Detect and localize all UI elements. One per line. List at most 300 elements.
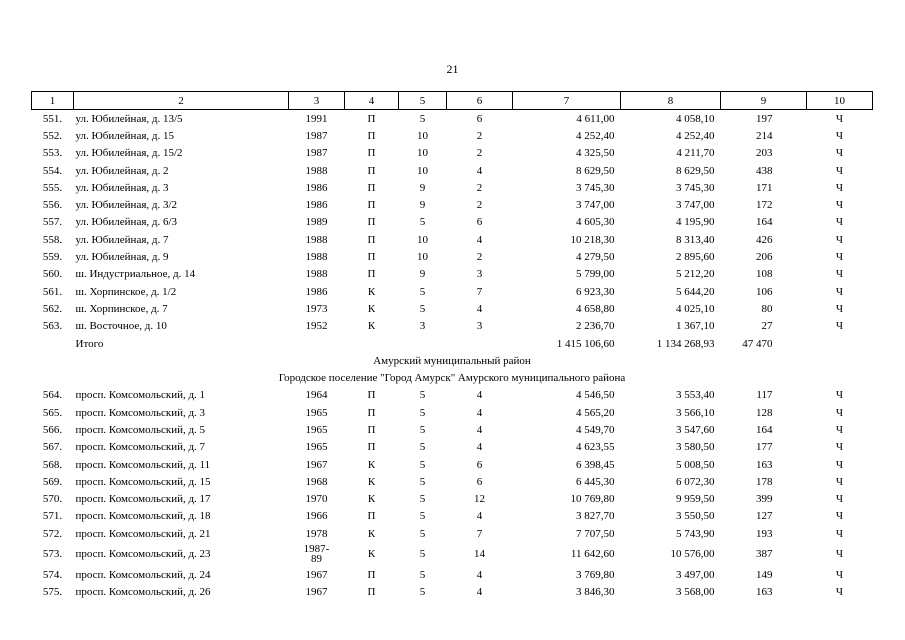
table-row bbox=[32, 508, 873, 525]
material-cell: П bbox=[367, 129, 376, 142]
floors-cell: 5 bbox=[419, 493, 426, 506]
total-row bbox=[32, 335, 873, 352]
material-cell: П bbox=[367, 406, 376, 419]
floors-cell: 9 bbox=[419, 268, 426, 281]
mark-cell: Ч bbox=[835, 389, 844, 402]
material-cell: П bbox=[367, 112, 376, 125]
year-cell: 1988 bbox=[305, 251, 328, 264]
entrances-cell: 4 bbox=[476, 164, 483, 177]
year-cell: 1973 bbox=[305, 302, 328, 315]
floors-cell: 5 bbox=[419, 475, 426, 488]
entrances-cell: 7 bbox=[476, 527, 483, 540]
empty-cell bbox=[345, 335, 399, 352]
table-row bbox=[32, 248, 873, 265]
address-cell: ш. Хорпинское, д. 1/2 bbox=[75, 285, 177, 298]
entrances-cell: 2 bbox=[476, 199, 483, 212]
entrances-cell: 4 bbox=[476, 586, 483, 599]
mark-cell: Ч bbox=[835, 216, 844, 229]
residents-cell: 177 bbox=[756, 441, 773, 454]
entrances-cell: 3 bbox=[476, 268, 483, 281]
floors-cell: 5 bbox=[419, 458, 426, 471]
material-cell: К bbox=[367, 548, 376, 561]
column-header-4: 4 bbox=[345, 92, 399, 110]
column-header-5: 5 bbox=[399, 92, 447, 110]
column-header-6: 6 bbox=[447, 92, 513, 110]
material-cell: П bbox=[367, 164, 376, 177]
mark-cell: Ч bbox=[835, 569, 844, 582]
year-cell: 1987 bbox=[305, 147, 328, 160]
row-number: 555. bbox=[42, 181, 63, 194]
address-cell: просп. Комсомольский, д. 1 bbox=[75, 389, 206, 402]
material-cell: К bbox=[367, 527, 376, 540]
floors-cell: 5 bbox=[419, 389, 426, 402]
living-area-cell: 3 547,60 bbox=[676, 423, 715, 436]
year-cell: 1988 bbox=[305, 164, 328, 177]
total-area-cell: 5 799,00 bbox=[576, 268, 615, 281]
material-cell: К bbox=[367, 302, 376, 315]
mark-cell: Ч bbox=[835, 527, 844, 540]
address-cell: ул. Юбилейная, д. 3/2 bbox=[75, 199, 178, 212]
living-area-cell: 6 072,30 bbox=[676, 475, 715, 488]
address-cell: просп. Комсомольский, д. 18 bbox=[75, 510, 211, 523]
total-area-cell: 6 445,30 bbox=[576, 475, 615, 488]
year-cell: 1952 bbox=[305, 320, 328, 333]
column-header-10: 10 bbox=[807, 92, 873, 110]
living-area-cell: 8 313,40 bbox=[676, 233, 715, 246]
address-cell: просп. Комсомольский, д. 17 bbox=[75, 493, 211, 506]
year-range: 1987- 89 bbox=[303, 542, 330, 565]
total-area-cell: 4 279,50 bbox=[576, 251, 615, 264]
row-number: 558. bbox=[42, 233, 63, 246]
table-row bbox=[32, 283, 873, 300]
table-row bbox=[32, 214, 873, 231]
year-cell: 1987 bbox=[305, 129, 328, 142]
residents-cell: 172 bbox=[756, 199, 773, 212]
floors-cell: 5 bbox=[419, 216, 426, 229]
column-header-9: 9 bbox=[721, 92, 807, 110]
entrances-cell: 4 bbox=[476, 510, 483, 523]
table-row bbox=[32, 525, 873, 542]
table-row bbox=[32, 300, 873, 317]
entrances-cell: 4 bbox=[476, 406, 483, 419]
floors-cell: 5 bbox=[419, 302, 426, 315]
row-number: 574. bbox=[42, 569, 63, 582]
year-cell: 1986 bbox=[305, 285, 328, 298]
address-cell: просп. Комсомольский, д. 11 bbox=[75, 458, 211, 471]
year-cell: 1968 bbox=[305, 475, 328, 488]
material-cell: К bbox=[367, 285, 376, 298]
year-cell: 1965 bbox=[305, 406, 328, 419]
table-row bbox=[32, 196, 873, 213]
entrances-cell: 2 bbox=[476, 251, 483, 264]
year-cell: 1978 bbox=[305, 527, 328, 540]
year-cell: 1988 bbox=[305, 268, 328, 281]
mark-cell: Ч bbox=[835, 233, 844, 246]
living-area-cell: 4 025,10 bbox=[676, 302, 715, 315]
material-cell: К bbox=[367, 493, 376, 506]
total-area-cell: 2 236,70 bbox=[576, 320, 615, 333]
column-header-7: 7 bbox=[513, 92, 621, 110]
living-area-cell: 4 195,90 bbox=[676, 216, 715, 229]
mark-cell: Ч bbox=[835, 251, 844, 264]
residents-cell: 106 bbox=[756, 285, 773, 298]
table-row bbox=[32, 473, 873, 490]
residents-cell: 164 bbox=[756, 216, 773, 229]
row-number: 563. bbox=[42, 320, 63, 333]
entrances-cell: 4 bbox=[476, 233, 483, 246]
address-cell: ул. Юбилейная, д. 3 bbox=[75, 181, 169, 194]
entrances-cell: 2 bbox=[476, 147, 483, 160]
material-cell: П bbox=[367, 586, 376, 599]
living-area-cell: 3 497,00 bbox=[676, 569, 715, 582]
row-number: 568. bbox=[42, 458, 63, 471]
entrances-cell: 7 bbox=[476, 285, 483, 298]
floors-cell: 5 bbox=[419, 548, 426, 561]
section-row bbox=[32, 369, 873, 386]
settlement-heading: Городское поселение "Город Амурск" Амурского муниципального района bbox=[278, 372, 626, 385]
residents-cell: 197 bbox=[756, 112, 773, 125]
residents-cell: 163 bbox=[756, 458, 773, 471]
residents-cell: 438 bbox=[756, 164, 773, 177]
total-area-cell: 3 745,30 bbox=[576, 181, 615, 194]
residents-cell: 203 bbox=[756, 147, 773, 160]
column-header-2: 2 bbox=[74, 92, 289, 110]
residents-cell: 117 bbox=[756, 389, 773, 402]
row-number: 572. bbox=[42, 527, 63, 540]
floors-cell: 5 bbox=[419, 112, 426, 125]
residents-cell: 80 bbox=[761, 302, 773, 315]
row-number: 556. bbox=[42, 199, 63, 212]
table-row bbox=[32, 439, 873, 456]
total-area-cell: 10 218,30 bbox=[570, 233, 615, 246]
row-number: 564. bbox=[42, 389, 63, 402]
entrances-cell: 6 bbox=[476, 475, 483, 488]
mark-cell: Ч bbox=[835, 268, 844, 281]
entrances-cell: 4 bbox=[476, 389, 483, 402]
mark-cell: Ч bbox=[835, 181, 844, 194]
floors-cell: 10 bbox=[417, 251, 428, 264]
mark-cell: Ч bbox=[835, 510, 844, 523]
residents-cell: 27 bbox=[761, 320, 773, 333]
floors-cell: 5 bbox=[419, 527, 426, 540]
living-area-cell: 3 745,30 bbox=[676, 181, 715, 194]
entrances-cell: 6 bbox=[476, 458, 483, 471]
page-number: 21 bbox=[446, 62, 459, 76]
living-area-cell: 5 743,90 bbox=[676, 527, 715, 540]
row-number: 554. bbox=[42, 164, 63, 177]
year-cell bbox=[289, 542, 345, 566]
table-row bbox=[32, 162, 873, 179]
total-area-cell: 6 923,30 bbox=[576, 285, 615, 298]
table-row bbox=[32, 110, 873, 128]
floors-cell: 9 bbox=[419, 199, 426, 212]
mark-cell: Ч bbox=[835, 406, 844, 419]
material-cell: П bbox=[367, 441, 376, 454]
living-area-cell: 5 008,50 bbox=[676, 458, 715, 471]
empty-cell bbox=[32, 335, 74, 352]
year-cell: 1970 bbox=[305, 493, 328, 506]
floors-cell: 10 bbox=[417, 233, 428, 246]
empty-cell bbox=[399, 335, 447, 352]
housing-table bbox=[31, 91, 873, 601]
living-area-cell: 2 895,60 bbox=[676, 251, 715, 264]
address-cell: ул. Юбилейная, д. 15/2 bbox=[75, 147, 183, 160]
mark-cell: Ч bbox=[835, 112, 844, 125]
entrances-cell: 4 bbox=[476, 423, 483, 436]
total-area-cell: 3 747,00 bbox=[576, 199, 615, 212]
table-row bbox=[32, 179, 873, 196]
year-cell: 1967 bbox=[305, 569, 328, 582]
living-area-cell: 3 747,00 bbox=[676, 199, 715, 212]
year-cell: 1991 bbox=[305, 112, 328, 125]
row-number: 560. bbox=[42, 268, 63, 281]
total-area-cell: 4 325,50 bbox=[576, 147, 615, 160]
year-cell: 1965 bbox=[305, 423, 328, 436]
row-number: 561. bbox=[42, 285, 63, 298]
total-area-cell: 8 629,50 bbox=[576, 164, 615, 177]
total-area-cell: 4 658,80 bbox=[576, 302, 615, 315]
address-cell: просп. Комсомольский, д. 5 bbox=[75, 423, 206, 436]
mark-cell: Ч bbox=[835, 285, 844, 298]
table-row bbox=[32, 231, 873, 248]
district-heading: Амурский муниципальный район bbox=[373, 354, 531, 367]
floors-cell: 5 bbox=[419, 569, 426, 582]
entrances-cell: 2 bbox=[476, 181, 483, 194]
address-cell: ул. Юбилейная, д. 6/3 bbox=[75, 216, 178, 229]
floors-cell: 3 bbox=[419, 320, 426, 333]
floors-cell: 5 bbox=[419, 423, 426, 436]
residents-cell: 108 bbox=[756, 268, 773, 281]
total-area-cell: 10 769,80 bbox=[570, 493, 615, 506]
column-header-1: 1 bbox=[32, 92, 74, 110]
residents-cell: 193 bbox=[756, 527, 773, 540]
total-area-cell: 4 565,20 bbox=[576, 406, 615, 419]
entrances-cell: 14 bbox=[474, 548, 485, 561]
address-cell: ш. Восточное, д. 10 bbox=[75, 320, 167, 333]
row-number: 571. bbox=[42, 510, 63, 523]
table-row bbox=[32, 127, 873, 144]
table-row bbox=[32, 491, 873, 508]
year-cell: 1965 bbox=[305, 441, 328, 454]
mark-cell: Ч bbox=[835, 475, 844, 488]
total-label: Итого bbox=[75, 337, 104, 350]
empty-cell bbox=[807, 335, 873, 352]
residents-cell: 387 bbox=[756, 548, 773, 561]
address-cell: просп. Комсомольский, д. 24 bbox=[75, 569, 211, 582]
residents-cell: 128 bbox=[756, 406, 773, 419]
living-area-cell: 1 367,10 bbox=[676, 320, 715, 333]
total-area-cell: 4 605,30 bbox=[576, 216, 615, 229]
living-area-cell: 5 212,20 bbox=[676, 268, 715, 281]
residents-cell: 164 bbox=[756, 423, 773, 436]
floors-cell: 5 bbox=[419, 441, 426, 454]
entrances-cell: 12 bbox=[474, 493, 485, 506]
entrances-cell: 4 bbox=[476, 569, 483, 582]
material-cell: К bbox=[367, 320, 376, 333]
residents-cell: 178 bbox=[756, 475, 773, 488]
mark-cell: Ч bbox=[835, 129, 844, 142]
address-cell: просп. Комсомольский, д. 21 bbox=[75, 527, 211, 540]
residents-cell: 127 bbox=[756, 510, 773, 523]
table-row bbox=[32, 145, 873, 162]
mark-cell: Ч bbox=[835, 302, 844, 315]
row-number: 565. bbox=[42, 406, 63, 419]
table-row bbox=[32, 387, 873, 404]
column-header-3: 3 bbox=[289, 92, 345, 110]
row-number: 552. bbox=[42, 129, 63, 142]
row-number: 575. bbox=[42, 586, 63, 599]
year-cell: 1989 bbox=[305, 216, 328, 229]
entrances-cell: 4 bbox=[476, 441, 483, 454]
row-number: 551. bbox=[42, 112, 63, 125]
address-cell: просп. Комсомольский, д. 3 bbox=[75, 406, 206, 419]
material-cell: П bbox=[367, 510, 376, 523]
table-body bbox=[32, 110, 873, 602]
address-cell: просп. Комсомольский, д. 26 bbox=[75, 586, 211, 599]
address-cell: ул. Юбилейная, д. 7 bbox=[75, 233, 169, 246]
address-cell: ул. Юбилейная, д. 2 bbox=[75, 164, 169, 177]
material-cell: К bbox=[367, 458, 376, 471]
floors-cell: 10 bbox=[417, 164, 428, 177]
material-cell: П bbox=[367, 233, 376, 246]
row-number: 567. bbox=[42, 441, 63, 454]
floors-cell: 5 bbox=[419, 510, 426, 523]
total-area-cell: 11 642,60 bbox=[570, 548, 615, 561]
living-area-cell: 3 550,50 bbox=[676, 510, 715, 523]
living-area-cell: 4 252,40 bbox=[676, 129, 715, 142]
year-cell: 1967 bbox=[305, 458, 328, 471]
address-cell: ул. Юбилейная, д. 15 bbox=[75, 129, 174, 142]
year-cell: 1986 bbox=[305, 199, 328, 212]
entrances-cell: 6 bbox=[476, 112, 483, 125]
address-cell: ш. Индустриальное, д. 14 bbox=[75, 268, 196, 281]
table-row bbox=[32, 542, 873, 566]
living-area-cell: 4 058,10 bbox=[676, 112, 715, 125]
total-area-cell: 4 611,00 bbox=[576, 112, 615, 125]
residents-cell: 426 bbox=[756, 233, 773, 246]
entrances-cell: 4 bbox=[476, 302, 483, 315]
entrances-cell: 3 bbox=[476, 320, 483, 333]
total-area-cell: 4 623,55 bbox=[576, 441, 615, 454]
total-area-cell: 4 549,70 bbox=[576, 423, 615, 436]
table-row bbox=[32, 566, 873, 583]
table-row bbox=[32, 456, 873, 473]
living-area-cell: 5 644,20 bbox=[676, 285, 715, 298]
residents-cell: 163 bbox=[756, 586, 773, 599]
living-area-cell: 10 576,00 bbox=[670, 548, 715, 561]
mark-cell: Ч bbox=[835, 164, 844, 177]
floors-cell: 10 bbox=[417, 129, 428, 142]
living-area-cell: 8 629,50 bbox=[676, 164, 715, 177]
section-row bbox=[32, 352, 873, 369]
row-number: 569. bbox=[42, 475, 63, 488]
total-area-cell: 4 252,40 bbox=[576, 129, 615, 142]
residents-cell: 214 bbox=[756, 129, 773, 142]
row-number: 557. bbox=[42, 216, 63, 229]
table-row bbox=[32, 404, 873, 421]
floors-cell: 5 bbox=[419, 586, 426, 599]
entrances-cell: 2 bbox=[476, 129, 483, 142]
total-area-cell: 7 707,50 bbox=[576, 527, 615, 540]
floors-cell: 9 bbox=[419, 181, 426, 194]
column-number-header-row bbox=[32, 92, 873, 110]
year-cell: 1966 bbox=[305, 510, 328, 523]
year-cell: 1967 bbox=[305, 586, 328, 599]
mark-cell: Ч bbox=[835, 441, 844, 454]
residents-cell: 206 bbox=[756, 251, 773, 264]
year-cell: 1988 bbox=[305, 233, 328, 246]
material-cell: П bbox=[367, 268, 376, 281]
mark-cell: Ч bbox=[835, 458, 844, 471]
row-number: 570. bbox=[42, 493, 63, 506]
residents-cell: 171 bbox=[756, 181, 773, 194]
material-cell: П bbox=[367, 389, 376, 402]
empty-cell bbox=[447, 335, 513, 352]
mark-cell: Ч bbox=[835, 548, 844, 561]
material-cell: П bbox=[367, 423, 376, 436]
total-area-cell: 3 827,70 bbox=[576, 510, 615, 523]
address-cell: просп. Комсомольский, д. 15 bbox=[75, 475, 211, 488]
residents-cell: 399 bbox=[756, 493, 773, 506]
table-row bbox=[32, 266, 873, 283]
total-area-cell: 6 398,45 bbox=[576, 458, 615, 471]
row-number: 559. bbox=[42, 251, 63, 264]
empty-cell bbox=[289, 335, 345, 352]
material-cell: П bbox=[367, 251, 376, 264]
mark-cell: Ч bbox=[835, 493, 844, 506]
floors-cell: 10 bbox=[417, 147, 428, 160]
mark-cell: Ч bbox=[835, 586, 844, 599]
material-cell: П bbox=[367, 147, 376, 160]
mark-cell: Ч bbox=[835, 199, 844, 212]
address-cell: просп. Комсомольский, д. 23 bbox=[75, 548, 211, 561]
year-cell: 1986 bbox=[305, 181, 328, 194]
row-number: 566. bbox=[42, 423, 63, 436]
table-row bbox=[32, 584, 873, 601]
address-cell: просп. Комсомольский, д. 7 bbox=[75, 441, 206, 454]
column-header-8: 8 bbox=[621, 92, 721, 110]
table-row bbox=[32, 421, 873, 438]
living-area-cell: 9 959,50 bbox=[676, 493, 715, 506]
total-area: 1 415 106,60 bbox=[556, 337, 615, 350]
total-area-cell: 3 769,80 bbox=[576, 569, 615, 582]
material-cell: П bbox=[367, 216, 376, 229]
row-number: 553. bbox=[42, 147, 63, 160]
material-cell: К bbox=[367, 475, 376, 488]
address-cell: ш. Хорпинское, д. 7 bbox=[75, 302, 168, 315]
total-residents: 47 470 bbox=[742, 337, 773, 350]
year-cell: 1964 bbox=[305, 389, 328, 402]
living-area-cell: 3 553,40 bbox=[676, 389, 715, 402]
material-cell: П bbox=[367, 199, 376, 212]
material-cell: П bbox=[367, 569, 376, 582]
floors-cell: 5 bbox=[419, 406, 426, 419]
living-area-cell: 4 211,70 bbox=[676, 147, 715, 160]
mark-cell: Ч bbox=[835, 423, 844, 436]
living-area-cell: 3 566,10 bbox=[676, 406, 715, 419]
total-living-area: 1 134 268,93 bbox=[656, 337, 715, 350]
total-area-cell: 3 846,30 bbox=[576, 586, 615, 599]
entrances-cell: 6 bbox=[476, 216, 483, 229]
material-cell: П bbox=[367, 181, 376, 194]
address-cell: ул. Юбилейная, д. 9 bbox=[75, 251, 169, 264]
mark-cell: Ч bbox=[835, 320, 844, 333]
residents-cell: 149 bbox=[756, 569, 773, 582]
floors-cell: 5 bbox=[419, 285, 426, 298]
living-area-cell: 3 580,50 bbox=[676, 441, 715, 454]
address-cell: ул. Юбилейная, д. 13/5 bbox=[75, 112, 183, 125]
table-row bbox=[32, 318, 873, 335]
